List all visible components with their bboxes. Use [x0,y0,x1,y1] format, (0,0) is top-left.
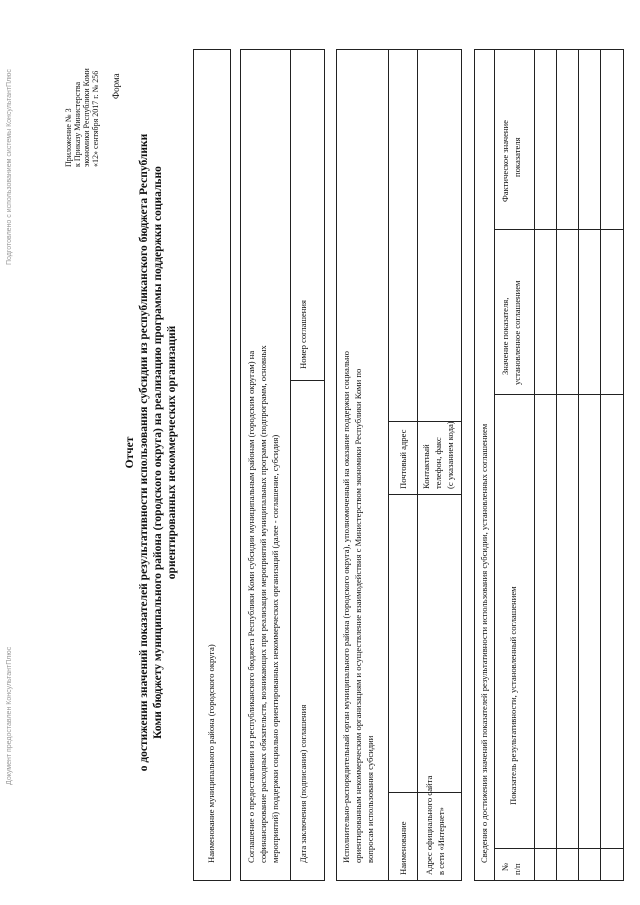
report-title-line-4: ориентированных некоммерческих организаций [166,325,178,580]
authority-divider-2 [417,49,418,881]
indicators-divider-2 [556,49,557,881]
report-title: Отчет [124,436,136,469]
authority-site-line-2: в сети «Интернет» [436,807,446,875]
authority-phone-line-3: (с указанием кода) [445,421,455,489]
indicators-caption: Сведения о достижении значений показателей результативности использования субсидии, установленных соглашением [479,423,489,863]
agreement-date-label: Дата заключения (подписания) соглашения [298,704,308,863]
appendix-line-4: «12» сентября 2017 г. № 256 [91,70,100,167]
indicators-col-indicator: Показатель результативности, установленный соглашением [508,586,518,805]
agreement-line-1: Соглашение о предоставлении из республиканского бюджета Республики Коми субсидии муниципальным районам (городским округам) на [246,350,256,863]
indicators-col-fact-1: Фактическое значение [500,120,510,202]
indicators-col-1 [494,848,624,849]
municipality-label: Наименование муниципального района (городского округа) [206,644,216,863]
authority-col-2 [388,494,462,495]
indicators-divider-4 [600,49,601,881]
report-title-line-3: Коми бюджету муниципального района (городского округа) на реализацию программы поддержки социально [152,166,164,739]
authority-divider-1 [388,49,389,881]
authority-line-1: Исполнительно-распорядительный орган муниципального района (городского округа), уполномоченный на оказание поддержки социально [341,351,351,863]
agreement-divider [290,49,291,881]
authority-address-label: Почтовый адрес [398,429,408,489]
indicators-divider-3 [578,49,579,881]
watermark-right: Подготовлено с использованием системы КонсультантПлюс [6,69,13,265]
authority-line-3: вопросам использования субсидии [365,735,375,863]
indicators-col-num-1: № [500,862,510,871]
authority-phone-line-2: телефон, факс [433,437,443,489]
indicators-box [474,49,624,881]
indicators-col-fact-2: показателя [512,137,522,177]
indicators-col-3 [494,229,624,230]
appendix-line-3: экономики Республики Коми [82,68,91,167]
report-title-line-2: о достижении значений показателей результативности использования субсидии из республиканского бюджета Республики [138,133,150,772]
consultant-watermark [0,0,20,905]
indicators-col-value-2: установленное соглашением [512,280,522,385]
authority-line-2: ориентированным некоммерческим организациям и осуществление взаимодействия с Министерством экономики Республики Коми по [353,368,363,863]
agreement-line-2: софинансирование расходных обязательств, возникающих при реализации мероприятий муниципальных программ (подпрограмм, основных [258,345,268,863]
authority-phone-line-1: Контактный [421,444,431,489]
agreement-number-label: Номер соглашения [298,300,308,369]
indicators-col-2 [494,394,624,395]
authority-site-line-1: Адрес официального сайта [424,775,434,875]
appendix-line-2: к Приказу Министерства [73,81,82,167]
indicators-col-value-1: Значение показателя, [500,297,510,375]
agreement-line-3: мероприятий) поддержки социально ориентированных некоммерческих организаций (далее - соглашение, субсидия) [270,434,280,863]
indicators-divider-1 [534,49,535,881]
indicators-col-num-2: п/п [512,863,522,875]
watermark-left: Документ предоставлен КонсультантПлюс [6,646,13,785]
agreement-col-divider [290,380,325,381]
indicators-divider-header [494,49,495,881]
authority-name-label: Наименование [398,821,408,875]
appendix-line-1: Приложение № 3 [64,108,73,167]
form-label: Форма [111,73,121,99]
